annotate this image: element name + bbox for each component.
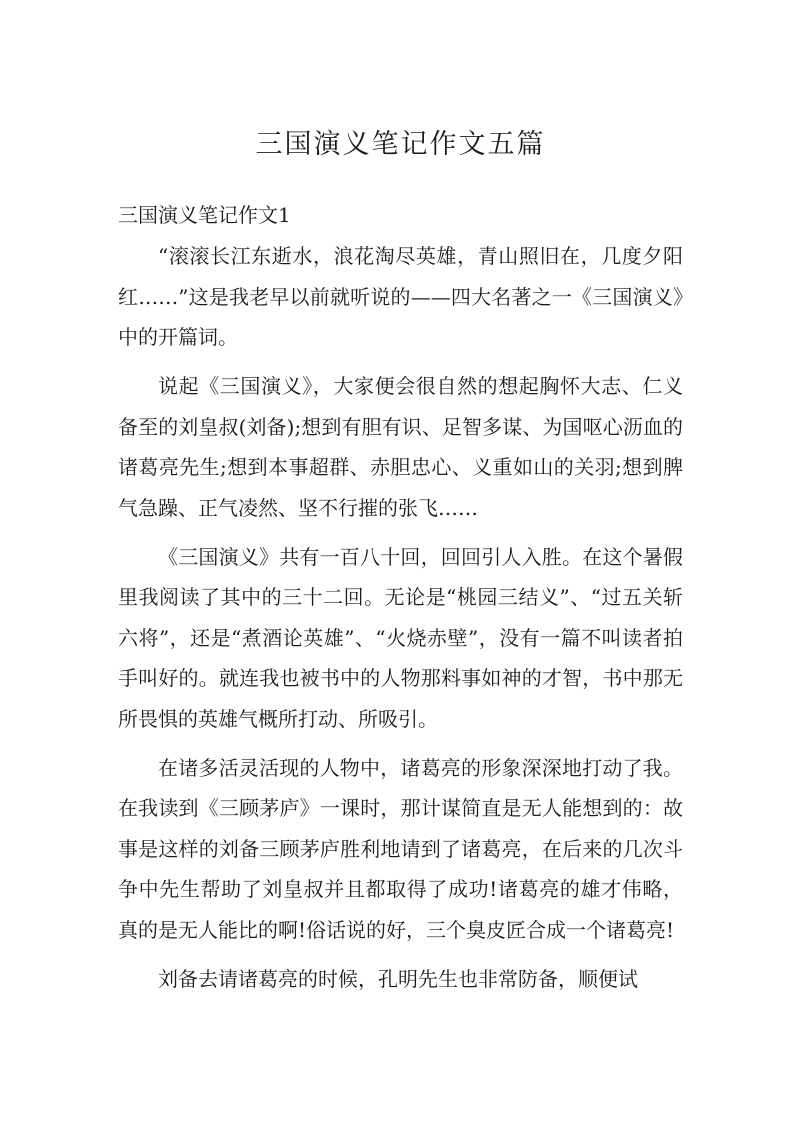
paragraph-4: 在诸多活灵活现的人物中，诸葛亮的形象深深地打动了我。在我读到《三顾茅庐》一课时，那计谋简直是无人能想到的：故事是这样的刘备三顾茅庐胜利地请到了诸葛亮，在后来的几次斗争中先生帮助了刘皇叔并且都取得了成功!诸葛亮的雄才伟略，真的是无人能比的啊!俗话说的好，三个臭皮匠合成一个诸葛亮! (118, 755, 683, 942)
document-body (118, 236, 683, 1008)
paragraph-2: 说起《三国演义》，大家便会很自然的想起胸怀大志、仁义备至的刘皇叔(刘备);想到有胆有识、足智多谋、为国呕心沥血的诸葛亮先生;想到本事超群、赤胆忠心、义重如山的关羽;想到脾气急躁、正气凌然、坚不行摧的张飞…… (118, 374, 683, 520)
paragraph-1: “滚滚长江东逝水，浪花淘尽英雄，青山照旧在，几度夕阳红……”这是我老早以前就听说的——四大名著之一《三国演义》中的开篇词。 (118, 244, 683, 349)
document-title: 三国演义笔记作文五篇 (255, 129, 546, 160)
paragraph-5: 刘备去请诸葛亮的时候，孔明先生也非常防备，顺便试 (158, 966, 638, 991)
section-heading: 三国演义笔记作文1 (118, 203, 291, 227)
paragraph-3: 《三国演义》共有一百八十回，回回引人入胜。在这个暑假里我阅读了其中的三十二回。无论是“桃园三结义”、“过五关斩六将”，还是“煮酒论英雄”、“火烧赤壁”，没有一篇不叫读者拍手叫好的。就连我也被书中的人物那料事如神的才智，书中那无所畏惧的英雄气概所打动、所吸引。 (118, 544, 683, 731)
